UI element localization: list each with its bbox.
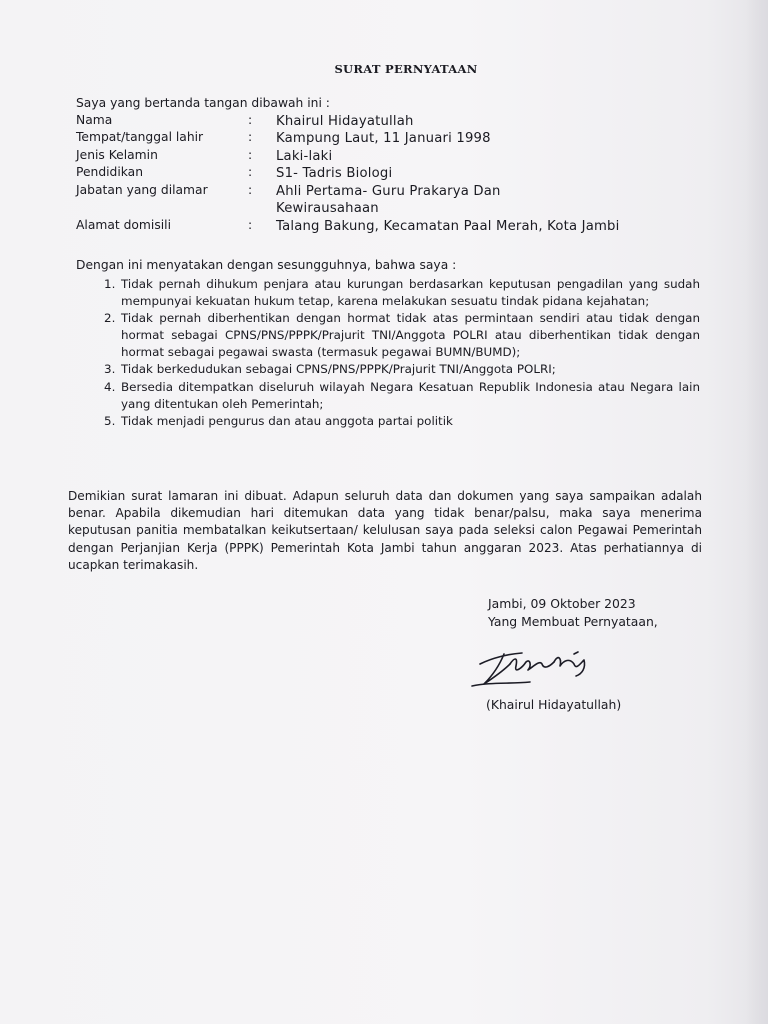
identity-colon: :: [248, 113, 253, 127]
identity-label: Jabatan yang dilamar: [76, 182, 208, 197]
identity-value: Kampung Laut, 11 Januari 1998: [276, 131, 491, 147]
signer-name: (Khairul Hidayatullah): [486, 697, 622, 712]
identity-label: Nama: [76, 113, 113, 127]
list-number: 2.: [104, 311, 116, 326]
place-date: Jambi, 09 Oktober 2023: [488, 596, 636, 611]
identity-value: [276, 183, 716, 218]
page-edge-shadow: [746, 0, 768, 1024]
identity-label: Jenis Kelamin: [76, 147, 158, 162]
list-text: Tidak pernah diberhentikan dengan hormat tidak atas permintaan sendiri atau tidak dengan hormat sebagai CPNS/PNS/PPPK/Prajurit TNI/Anggota POLRI atau diberhentikan tidak dengan hormat sebagai pegawai swasta (termasuk pegawai BUMN/BUMD);: [121, 311, 700, 360]
maker-label: Yang Membuat Pernyataan,: [488, 614, 658, 629]
identity-label: Tempat/tanggal lahir: [76, 130, 204, 145]
closing-paragraph: Demikian surat lamaran ini dibuat. Adapun seluruh data dan dokumen yang saya sampaikan adalah benar. Apabila dikemudian hari ditemukan data yang tidak benar/palsu, maka saya menerima keputusan panitia membatalkan keikutsertaan/ kelulusan saya pada seleksi calon Pegawai Pemerintah dengan Perjanjian Kerja (PPPK) Pemerintah Kota Jambi tahun anggaran 2023. Atas perhatiannya di ucapkan terimakasih.: [68, 489, 702, 572]
identity-label: Pendidikan: [76, 165, 144, 180]
list-number: 1.: [104, 277, 116, 291]
list-item: [104, 361, 700, 378]
list-number: 5.: [104, 413, 116, 428]
intro-text: Saya yang bertanda tangan dibawah ini :: [76, 96, 330, 110]
identity-colon: :: [248, 165, 253, 180]
list-text: Bersedia ditempatkan diseluruh wilayah Negara Kesatuan Republik Indonesia atau Negara lain yang ditentukan oleh Pemerintah;: [121, 379, 700, 411]
list-text: Tidak menjadi pengurus dan atau anggota partai politik: [121, 413, 453, 428]
identity-value: S1- Tadris Biologi: [276, 166, 393, 182]
list-item: [104, 310, 700, 361]
statement-list: [104, 276, 700, 430]
list-item: [104, 413, 700, 430]
identity-colon: :: [248, 130, 253, 145]
list-item: [104, 379, 700, 413]
list-number: 4.: [104, 379, 116, 394]
identity-value-line1: Ahli Pertama- Guru Prakarya Dan: [276, 183, 501, 199]
list-number: 3.: [104, 362, 116, 377]
document-title: SURAT PERNYATAAN: [334, 62, 478, 76]
identity-colon: :: [248, 182, 253, 197]
list-text: Tidak berkedudukan sebagai CPNS/PNS/PPPK/Prajurit TNI/Anggota POLRI;: [121, 362, 556, 377]
identity-colon: :: [248, 217, 253, 232]
identity-value-line2: Kewirausahaan: [276, 200, 379, 216]
identity-label: Alamat domisili: [76, 217, 171, 232]
declaration-intro: Dengan ini menyatakan dengan sesungguhnya, bahwa saya :: [76, 258, 457, 272]
signature-image: [470, 640, 605, 692]
identity-colon: :: [248, 147, 253, 162]
identity-value: Laki-laki: [276, 148, 333, 164]
list-item: [104, 276, 700, 310]
list-text: Tidak pernah dihukum penjara atau kurungan berdasarkan keputusan pengadilan yang sudah mempunyai kekuatan hukum tetap, karena melakukan sesuatu tindak pidana kejahatan;: [121, 277, 700, 309]
identity-value: Khairul Hidayatullah: [276, 114, 414, 129]
identity-value: Talang Bakung, Kecamatan Paal Merah, Kota Jambi: [276, 218, 620, 234]
